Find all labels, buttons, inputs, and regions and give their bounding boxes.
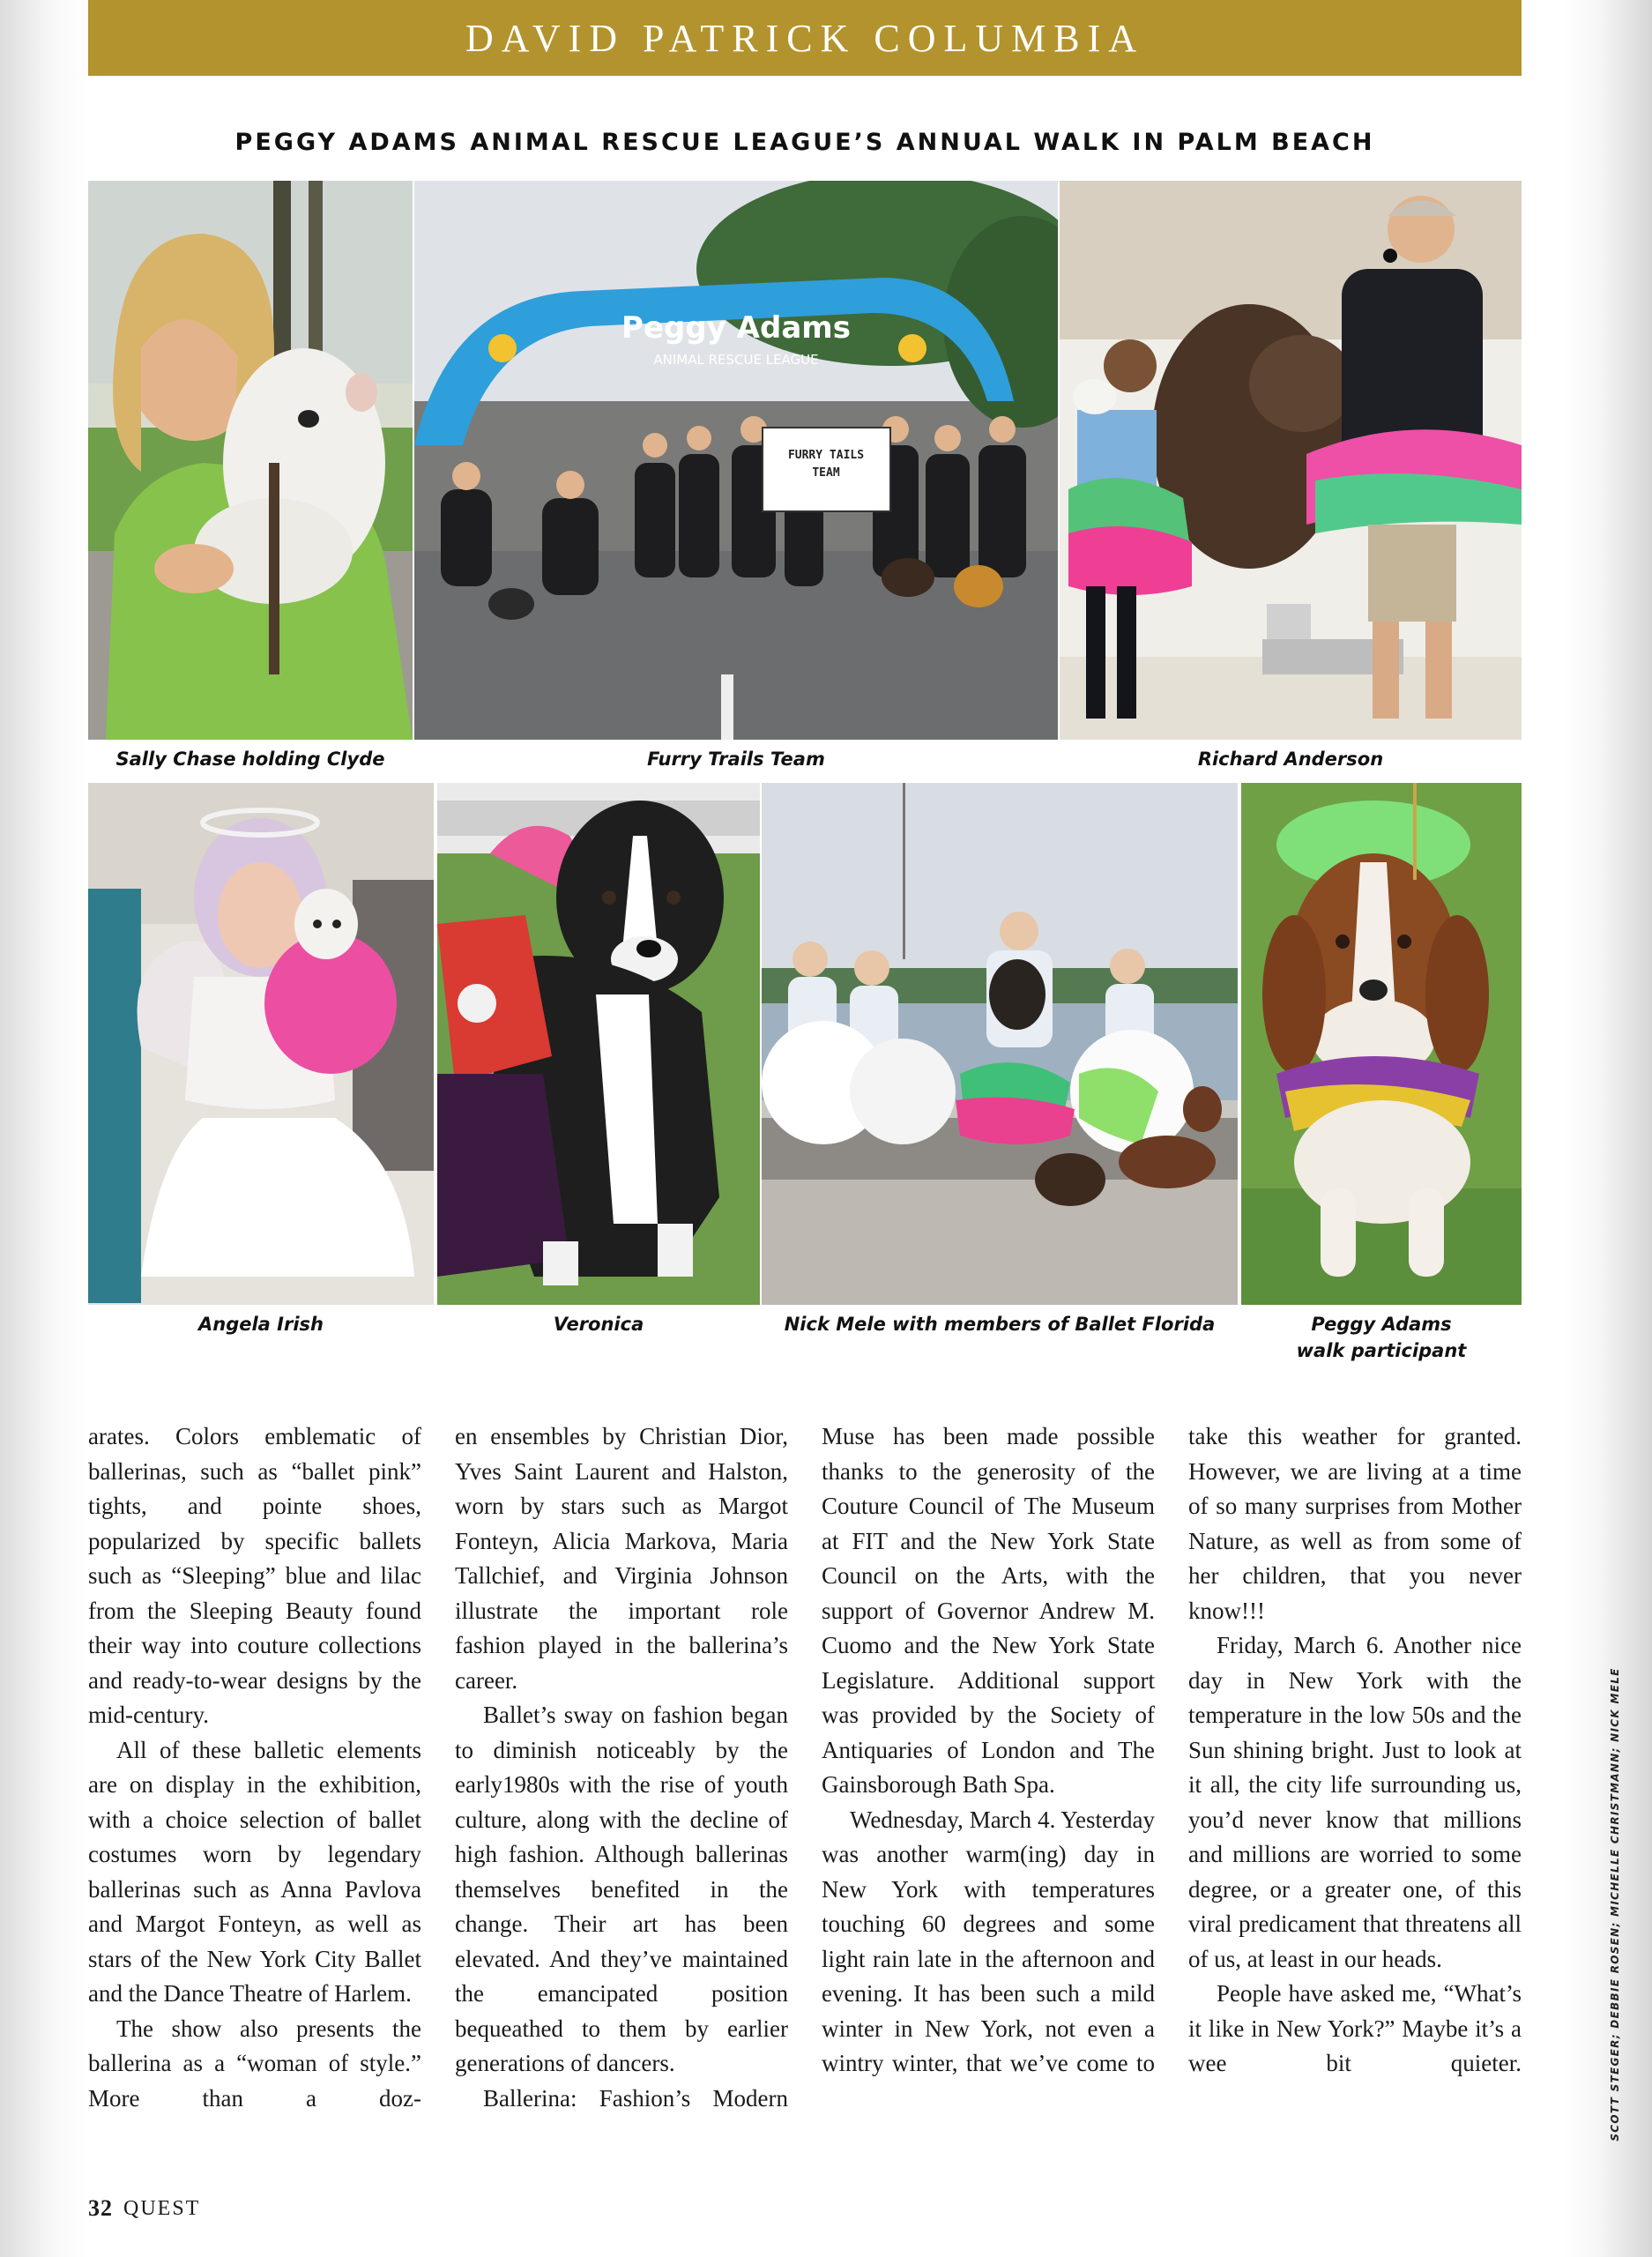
photo-credit-text: SCOTT STEGER; DEBBIE ROSEN; MICHELLE CHRISTMANN; NICK MELE — [1609, 1667, 1621, 2142]
columnist-title: DAVID PATRICK COLUMBIA — [465, 16, 1145, 60]
photo-furry-trails-team — [414, 181, 1058, 740]
photo-veronica — [437, 783, 760, 1305]
header-bar — [88, 0, 1522, 76]
page-edge-left — [0, 0, 88, 2257]
photo-angela-irish — [88, 783, 434, 1305]
arch-title: Peggy Adams — [621, 310, 851, 346]
paragraph: Friday, March 6. Another nice day in New York with the temperature in the low 50s and the Sun shining bright. Just to look at it all, the city life surrounding us, you’d never know that millions and millions are worried to some degree, or a greater one, of this viral predicament that threatens all of us, at least in our heads. — [1188, 1632, 1522, 1972]
paragraph: Wednesday, March 4. Yesterday was another warm(ing) day in New York with temperatures touching 60 degrees and some light rain late in the afternoon and evening. It has been such a mild winter in New York, not even a wintry winter, that we’ve come to — [822, 1806, 1155, 2076]
article-column-4 — [1188, 1419, 1522, 2082]
paragraph: arates. Colors emblematic of ballerinas, such as “ballet pink” tights, and pointe shoes, popularized by specific ballets such as “Sleeping” blue and lilac from the Sleeping Beauty found their way into couture collections and ready-to-wear designs by the mid-century. — [88, 1423, 421, 1728]
caption-line-2: walk participant — [1296, 1340, 1467, 1361]
caption-richard-anderson: Richard Anderson — [1197, 749, 1384, 770]
photo-sally-chase — [88, 181, 413, 740]
caption-peggy-adams-participant — [1241, 1311, 1522, 1364]
sign-line-2: TEAM — [812, 466, 840, 480]
caption-sally-chase: Sally Chase holding Clyde — [115, 749, 385, 770]
paragraph: Ballerina: Fashion’s Modern — [483, 2084, 788, 2112]
paragraph: The show also presents the ballerina as a “woman of style.” More than a doz- — [88, 2015, 421, 2112]
sign-line-1: FURRY TAILS — [787, 449, 865, 462]
paragraph: take this weather for granted. However, we are living at a time of so many surprises from Mother Nature, as well as from some of her children, that you never know!!! — [1188, 1423, 1522, 1624]
arch-subtitle: ANIMAL RESCUE LEAGUE — [653, 352, 819, 368]
caption-nick-mele: Nick Mele with members of Ballet Florida — [784, 1314, 1216, 1335]
caption-angela-irish: Angela Irish — [198, 1314, 324, 1335]
paragraph: Ballet’s sway on fashion began to diminish noticeably by the early1980s with the rise of youth culture, along with the decline of high fashion. Although ballerinas themselves benefited in the change. Their art has been elevated. And they’ve maintained the emancipated position bequeathed to them by earlier generations of dancers. — [455, 1702, 788, 2076]
caption-line-1: Peggy Adams — [1311, 1314, 1452, 1335]
photo-credit — [1606, 1657, 1624, 2151]
caption-veronica: Veronica — [553, 1314, 644, 1335]
paragraph: People have asked me, “What’s it like in New York?” Maybe it’s a wee bit quieter. — [1188, 1980, 1522, 2076]
article-column-1 — [88, 1419, 421, 2116]
section-title: PEGGY ADAMS ANIMAL RESCUE LEAGUE’S ANNUAL WALK IN PALM BEACH — [234, 129, 1375, 156]
paragraph: en ensembles by Christian Dior, Yves Saint Laurent and Halston, worn by stars such as Margot Fonteyn, Alicia Markova, Maria Tallchief, and Virginia Johnson illustrate the important role fashion played in the ballerina’s career. — [455, 1423, 788, 1694]
paragraph: All of these balletic elements are on display in the exhibition, with a choice selection of ballet costumes worn by legendary ballerinas such as Anna Pavlova and Margot Fonteyn, as well as stars of the New York City Ballet and the Dance Theatre of Harlem. — [88, 1736, 421, 2007]
paragraph: Muse has been made possible thanks to the generosity of the Couture Council of The Museum at FIT and the New York State Council on the Arts, with the support of Governor Andrew M. Cuomo and the New York State Legislature. Additional support was provided by the Society of Antiquaries of London and The Gainsborough Bath Spa. — [822, 1423, 1155, 1798]
photo-nick-mele-ballet-florida — [762, 783, 1238, 1305]
caption-furry-trails-team: Furry Trails Team — [647, 749, 825, 770]
article-column-2 — [455, 1419, 788, 2116]
photo-peggy-adams-participant — [1241, 783, 1522, 1305]
page-number: 32 — [88, 2195, 113, 2221]
article-column-3 — [822, 1419, 1155, 2082]
publication-name: QUEST — [123, 2197, 201, 2220]
photo-richard-anderson — [1060, 181, 1522, 740]
